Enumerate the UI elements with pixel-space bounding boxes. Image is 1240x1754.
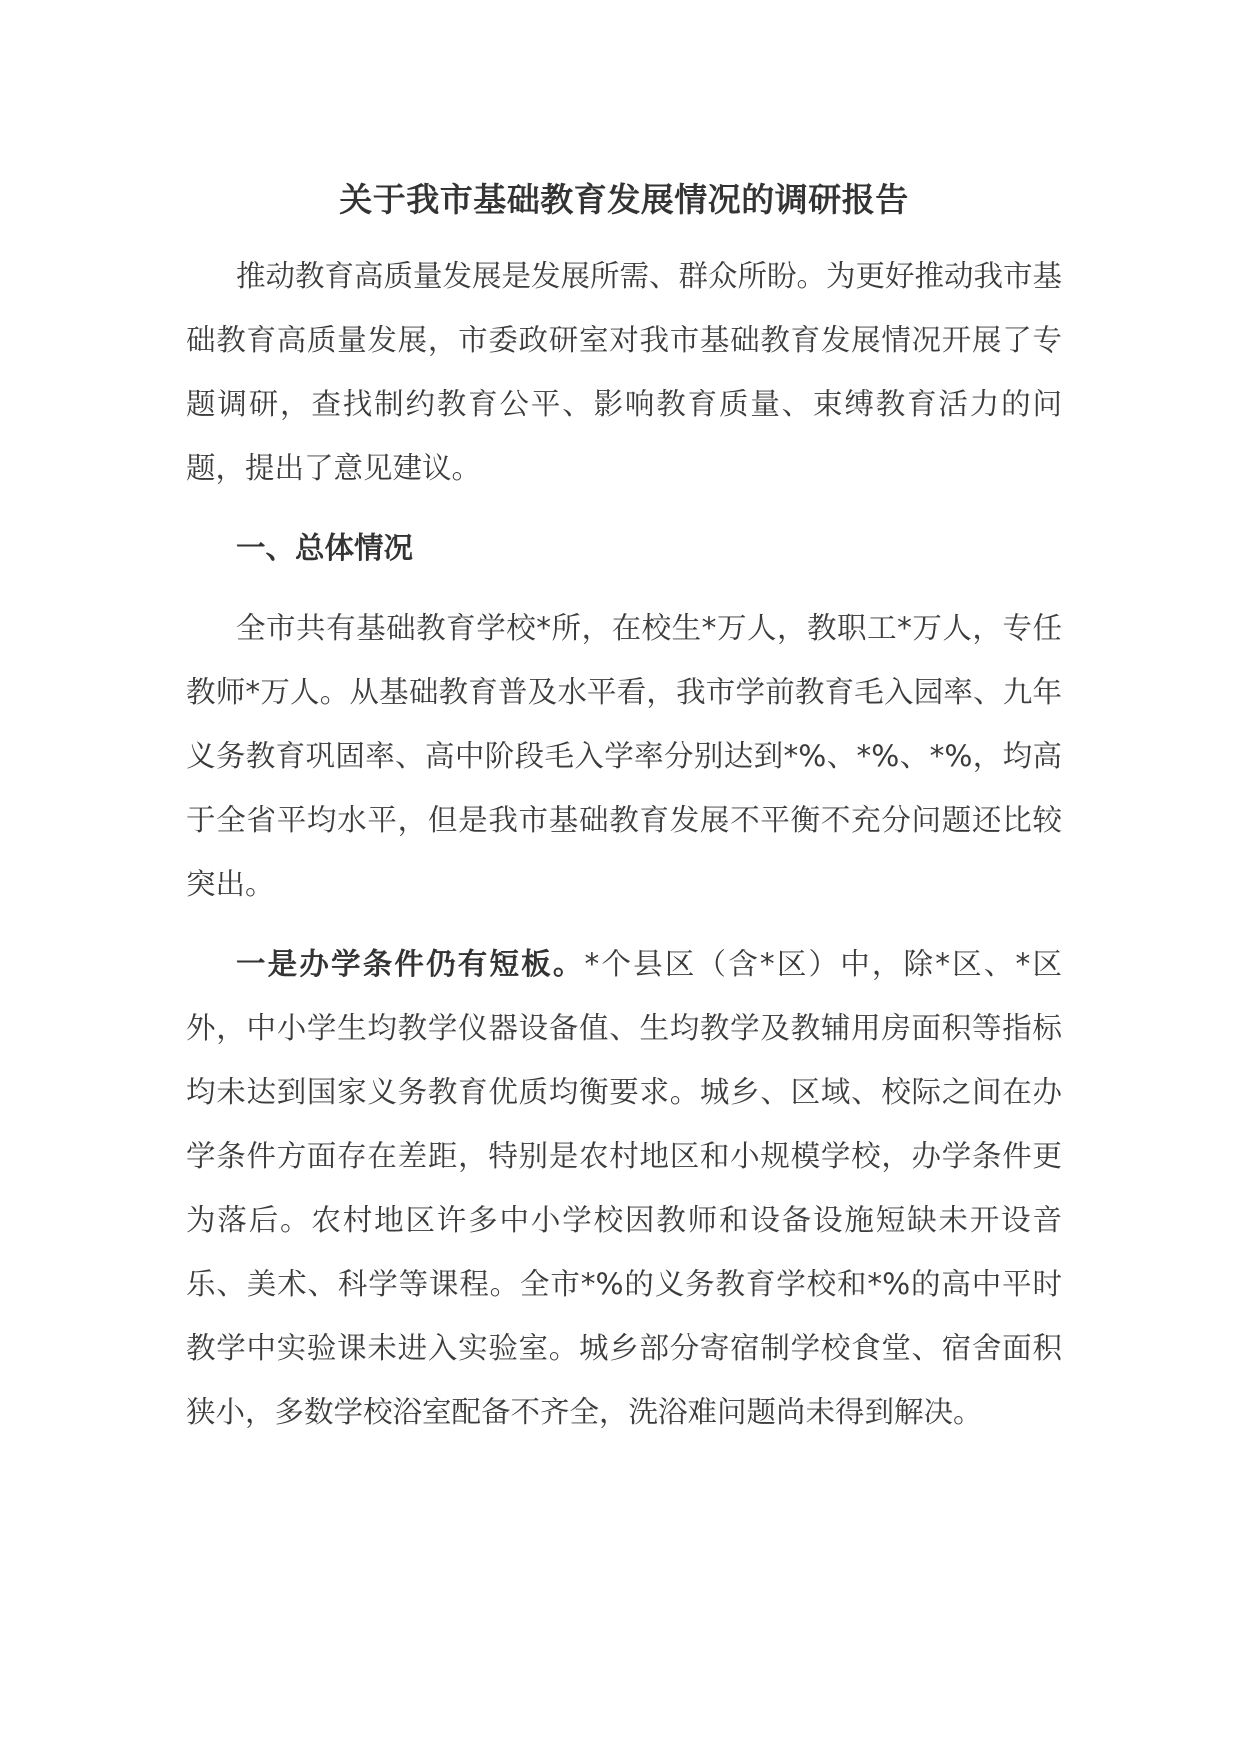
document-title: 关于我市基础教育发展情况的调研报告 [339, 180, 909, 219]
point-lead-text: 一是办学条件仍有短板。 [236, 947, 585, 981]
intro-paragraph: 推动教育高质量发展是发展所需、群众所盼。为更好推动我市基础教育高质量发展，市委政研室对我市基础教育发展情况开展了专题调研，查找制约教育公平、影响教育质量、束缚教育活力的问题，提出了意见建议。 [186, 259, 1063, 485]
overview-paragraph: 全市共有基础教育学校*所，在校生*万人，教职工*万人，专任教师*万人。从基础教育普及水平看，我市学前教育毛入园率、九年义务教育巩固率、高中阶段毛入学率分别达到*%、*%、*%，均高于全省平均水平，但是我市基础教育发展不平衡不充分问题还比较突出。 [186, 611, 1062, 901]
point-body-text: *个县区（含*区）中，除*区、*区外，中小学生均教学仪器设备值、生均教学及教辅用房面积等指标均未达到国家义务教育优质均衡要求。城乡、区域、校际之间在办学条件方面存在差距，特别是农村地区和小规模学校，办学条件更为落后。农村地区许多中小学校因教师和设备设施短缺未开设音乐、美术、科学等课程。全市*%的义务教育学校和*%的高中平时教学中实验课未进入实验室。城乡部分寄宿制学校食堂、宿舍面积狭小，多数学校浴室配备不齐全，洗浴难问题尚未得到解决。 [186, 947, 1062, 1429]
point-paragraph-conditions [186, 932, 1062, 1444]
section-heading-overview: 一、总体情况 [236, 531, 414, 565]
document-body [186, 168, 1062, 1444]
